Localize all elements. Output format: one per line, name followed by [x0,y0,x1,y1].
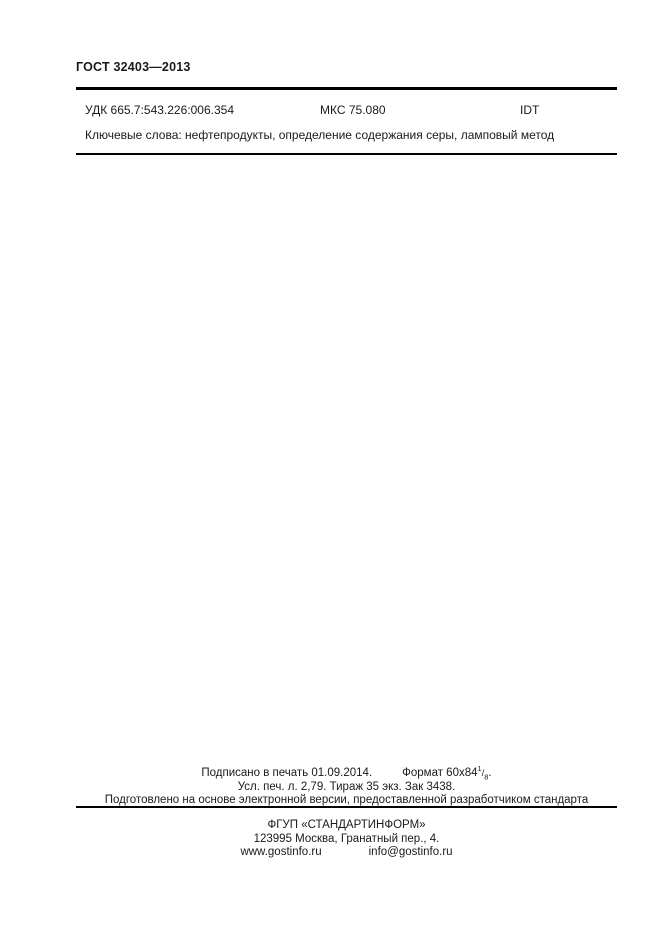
imprint-line-signed [76,764,617,782]
imprint-rule [76,806,617,808]
publisher-website: www.gostinfo.ru [240,846,322,858]
publisher-contact-line [76,846,617,860]
imprint-line-print-run: Усл. печ. л. 2,79. Тираж 35 экз. Зак 3438. [237,780,456,793]
idt-label: IDT [520,103,540,117]
signed-to-print-text: Подписано в печать 01.09.2014. [201,767,373,779]
format-prefix: Формат 60х84 [402,767,478,779]
mks-code: МКС 75.080 [320,103,386,117]
format-fraction-denominator: 8 [484,772,489,782]
format-period: . [488,767,492,779]
publisher-address: 123995 Москва, Гранатный пер., 4. [253,832,440,845]
format-fraction-slash: / [481,768,485,778]
publisher-block [76,819,617,860]
publisher-email: info@gostinfo.ru [368,846,453,858]
format-fraction-numerator: 1 [477,764,482,774]
imprint-block [76,764,617,808]
imprint-line-prepared: Подготовлено на основе электронной версии, предоставленной разработчиком стандарта [104,794,589,806]
header-rule [76,87,617,90]
publisher-name: ФГУП «СТАНДАРТИНФОРМ» [267,819,426,831]
udk-code: УДК 665.7:543.226:006.354 [85,103,234,117]
keywords-line: Ключевые слова: нефтепродукты, определение содержания серы, ламповый метод [85,128,555,142]
keywords-rule [76,153,617,155]
doc-code-heading: ГОСТ 32403—2013 [76,60,191,74]
format-text [402,764,492,782]
